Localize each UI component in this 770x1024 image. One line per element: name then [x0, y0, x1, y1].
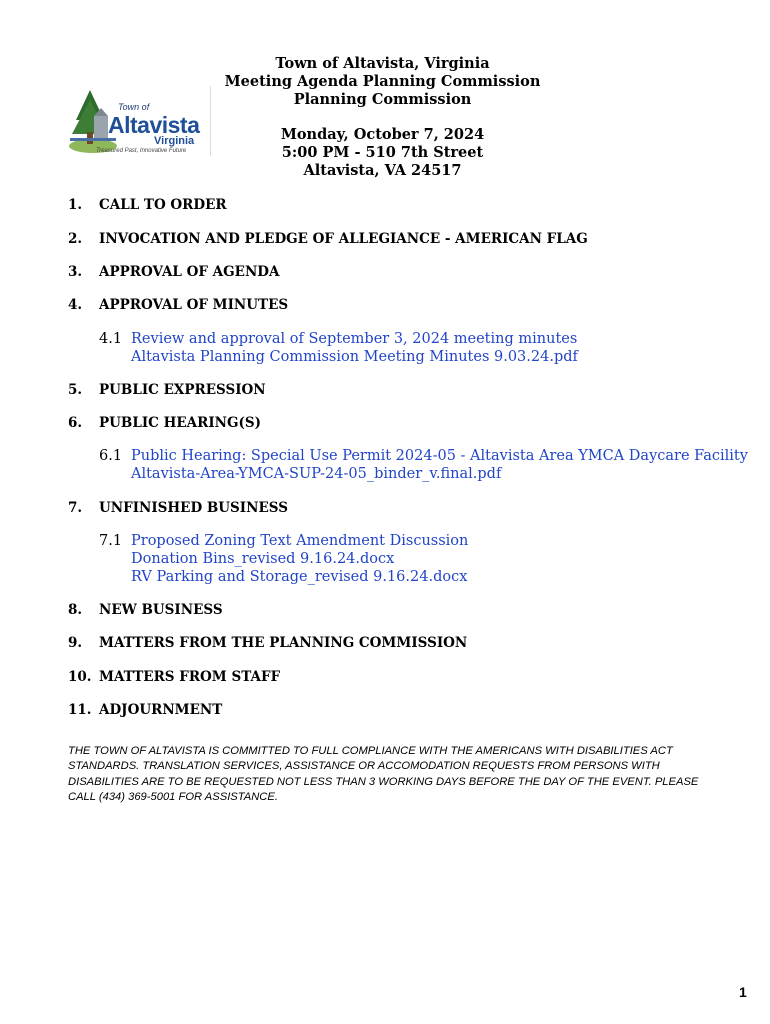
- agenda-number: 11.: [68, 702, 92, 718]
- header-line: Altavista, VA 24517: [303, 162, 462, 179]
- agenda-title: NEW BUSINESS: [99, 602, 223, 618]
- rv-parking-link[interactable]: RV Parking and Storage_revised 9.16.24.docx: [131, 569, 468, 585]
- logo-tagline: Treasured Past, Innovative Future: [96, 148, 187, 154]
- ada-notice: THE TOWN OF ALTAVISTA IS COMMITTED TO FULL COMPLIANCE WITH THE AMERICANS WITH DISABILITIES ACT STANDARDS. TRANSLATION SERVICES, ASSISTANCE OR ACCOMODATION REQUESTS FROM PERSONS WITH DISABILITIES ARE TO BE REQUESTED NOT LESS THAN 3 WORKING DAYS BEFORE THE DAY OF THE EVENT. PLEASE CALL (434) 369-5001 FOR ASSISTANCE.: [68, 745, 699, 804]
- agenda-title: CALL TO ORDER: [99, 197, 227, 213]
- agenda-title: UNFINISHED BUSINESS: [99, 500, 288, 516]
- minutes-link[interactable]: Review and approval of September 3, 2024 meeting minutes: [131, 331, 578, 347]
- page-number: 1: [739, 984, 747, 1000]
- public-hearing-link[interactable]: Public Hearing: Special Use Permit 2024-05 - Altavista Area YMCA Daycare Facility: [131, 448, 748, 464]
- sup-binder-link[interactable]: Altavista-Area-YMCA-SUP-24-05_binder_v.final.pdf: [131, 466, 502, 482]
- logo-state: Virginia: [154, 135, 195, 147]
- header-line: Town of Altavista, Virginia: [275, 55, 490, 72]
- meeting-datetime-location: [180, 126, 585, 180]
- agenda-number: 8.: [68, 602, 83, 618]
- meeting-title: [180, 55, 585, 109]
- logo-town-of: Town of: [118, 102, 150, 112]
- agenda-number: 6.: [68, 415, 83, 431]
- agenda-title: MATTERS FROM STAFF: [99, 669, 281, 685]
- agenda-title: APPROVAL OF MINUTES: [99, 297, 289, 313]
- header-line: 5:00 PM - 510 7th Street: [281, 144, 484, 161]
- donation-bins-link[interactable]: Donation Bins_revised 9.16.24.docx: [131, 551, 395, 567]
- agenda-number: 10.: [68, 669, 92, 685]
- subitem-number: 4.1: [99, 331, 123, 347]
- minutes-attachment-link[interactable]: Altavista Planning Commission Meeting Minutes 9.03.24.pdf: [131, 349, 578, 365]
- agenda-title: MATTERS FROM THE PLANNING COMMISSION: [99, 635, 468, 651]
- agenda-title: PUBLIC HEARING(S): [99, 415, 262, 431]
- logo-name: Altavista: [108, 112, 200, 138]
- zoning-amendment-link[interactable]: Proposed Zoning Text Amendment Discussion: [131, 533, 469, 549]
- subitem-number: 6.1: [99, 448, 123, 464]
- agenda-number: 2.: [68, 231, 83, 247]
- agenda-title: ADJOURNMENT: [99, 702, 223, 718]
- header-line: Meeting Agenda Planning Commission: [224, 73, 541, 90]
- agenda-title: PUBLIC EXPRESSION: [99, 382, 266, 398]
- agenda-number: 1.: [68, 197, 83, 213]
- agenda-number: 4.: [68, 297, 83, 313]
- header-line: Monday, October 7, 2024: [280, 126, 485, 143]
- subitem-number: 7.1: [99, 533, 123, 549]
- agenda-number: 5.: [68, 382, 83, 398]
- agenda-number: 3.: [68, 264, 83, 280]
- agenda-title: APPROVAL OF AGENDA: [99, 264, 280, 280]
- agenda-number: 9.: [68, 635, 83, 651]
- agenda-title: INVOCATION AND PLEDGE OF ALLEGIANCE - AMERICAN FLAG: [99, 231, 588, 247]
- agenda-number: 7.: [68, 500, 83, 516]
- header-line: Planning Commission: [293, 91, 472, 108]
